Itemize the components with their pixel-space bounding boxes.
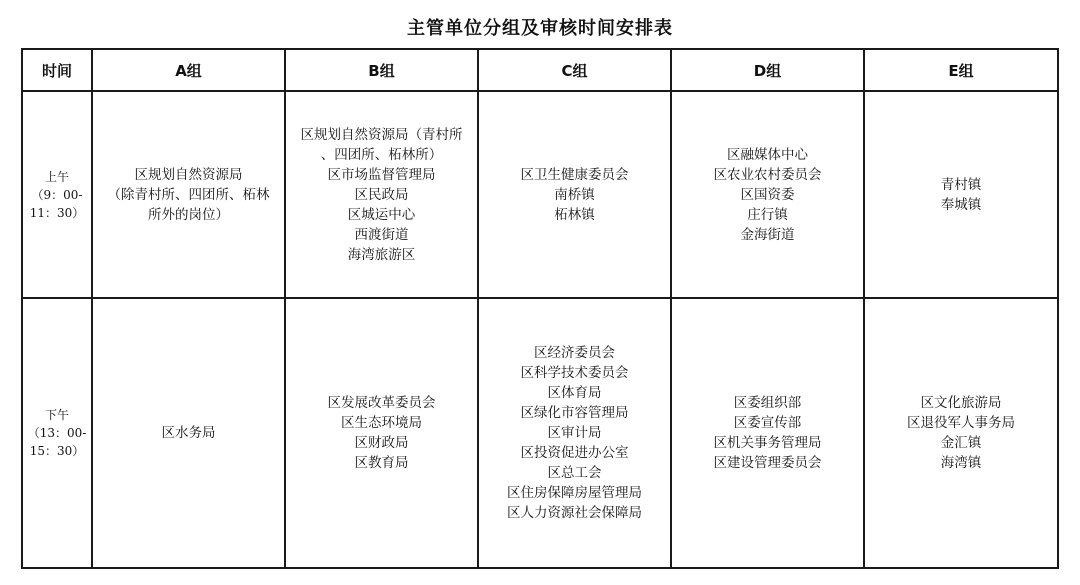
- header-time: 时间: [22, 49, 92, 91]
- group-e-morning: [864, 91, 1058, 298]
- table-row-morning: [22, 91, 1058, 298]
- unit-item: 区机关事务管理局: [713, 435, 822, 451]
- time-range-start: （13：00-: [27, 426, 87, 440]
- unit-item: 区绿化市容管理局: [520, 405, 629, 421]
- unit-item: 区教育局: [354, 455, 409, 471]
- time-range-start: （9：00-: [31, 187, 83, 202]
- unit-item: 区市场监督管理局: [327, 166, 436, 183]
- unit-item: 区农业农村委员会: [713, 166, 822, 183]
- unit-item: 区退役军人事务局: [907, 415, 1015, 431]
- time-range-end: 15：30）: [29, 444, 85, 458]
- schedule-table: [21, 48, 1059, 569]
- unit-item: 区规划自然资源局（青村所: [300, 126, 463, 143]
- unit-item: 区国资委: [740, 186, 795, 203]
- group-c-afternoon: [478, 298, 671, 568]
- header-group-e: E组: [864, 49, 1058, 91]
- unit-item: 西渡街道: [354, 226, 409, 243]
- header-group-b: B组: [285, 49, 478, 91]
- header-row: [22, 49, 1058, 91]
- header-group-a: A组: [92, 49, 285, 91]
- table-row-afternoon: [22, 298, 1058, 568]
- group-e-afternoon: [864, 298, 1058, 568]
- unit-item: 区人力资源社会保障局: [507, 505, 642, 521]
- unit-item: 区投资促进办公室: [520, 445, 629, 461]
- group-d-morning: [671, 91, 864, 298]
- time-cell-morning: [22, 91, 92, 298]
- unit-item: 所外的岗位）: [148, 206, 229, 223]
- unit-item: 区民政局: [354, 186, 409, 203]
- unit-item: 区科学技术委员会: [520, 365, 629, 381]
- header-group-d: D组: [671, 49, 864, 91]
- unit-item: 区规划自然资源局: [134, 166, 243, 183]
- unit-item: 庄行镇: [747, 206, 788, 223]
- unit-item: 区建设管理委员会: [713, 455, 822, 471]
- unit-item: 区城运中心: [347, 206, 416, 223]
- unit-item: 区住房保障房屋管理局: [507, 485, 642, 501]
- unit-item: 金汇镇: [940, 435, 982, 451]
- time-range-end: 11：30）: [29, 205, 85, 220]
- group-b-morning: [285, 91, 478, 298]
- unit-item: （除青村所、四团所、柘林: [107, 186, 270, 203]
- time-label: 上午: [44, 169, 69, 184]
- unit-item: 区审计局: [547, 425, 602, 441]
- group-b-afternoon: [285, 298, 478, 568]
- unit-item: 区总工会: [547, 465, 602, 481]
- group-a-morning: [92, 91, 285, 298]
- group-c-morning: [478, 91, 671, 298]
- unit-item: 海湾镇: [940, 455, 982, 471]
- unit-item: 区水务局: [161, 425, 216, 441]
- unit-item: 、四团所、柘林所）: [320, 146, 443, 163]
- page-title: 主管单位分组及审核时间安排表: [407, 18, 673, 39]
- unit-item: 区卫生健康委员会: [520, 166, 629, 183]
- unit-item: 青村镇: [940, 176, 982, 193]
- unit-item: 区委组织部: [733, 395, 802, 411]
- unit-item: 区体育局: [547, 385, 602, 401]
- unit-item: 区生态环境局: [341, 415, 422, 431]
- unit-item: 区文化旅游局: [920, 395, 1002, 411]
- time-label: 下午: [44, 408, 69, 422]
- unit-item: 海湾旅游区: [347, 246, 416, 263]
- group-a-afternoon: [92, 298, 285, 568]
- unit-item: 区发展改革委员会: [327, 395, 436, 411]
- unit-item: 金海街道: [740, 226, 795, 243]
- unit-item: 柘林镇: [554, 206, 595, 223]
- unit-item: 区经济委员会: [534, 345, 615, 361]
- unit-item: 南桥镇: [554, 186, 595, 203]
- time-cell-afternoon: [22, 298, 92, 568]
- unit-item: 奉城镇: [940, 196, 982, 213]
- unit-item: 区财政局: [354, 435, 409, 451]
- group-d-afternoon: [671, 298, 864, 568]
- unit-item: 区委宣传部: [733, 415, 802, 431]
- header-group-c: C组: [478, 49, 671, 91]
- unit-item: 区融媒体中心: [727, 146, 808, 163]
